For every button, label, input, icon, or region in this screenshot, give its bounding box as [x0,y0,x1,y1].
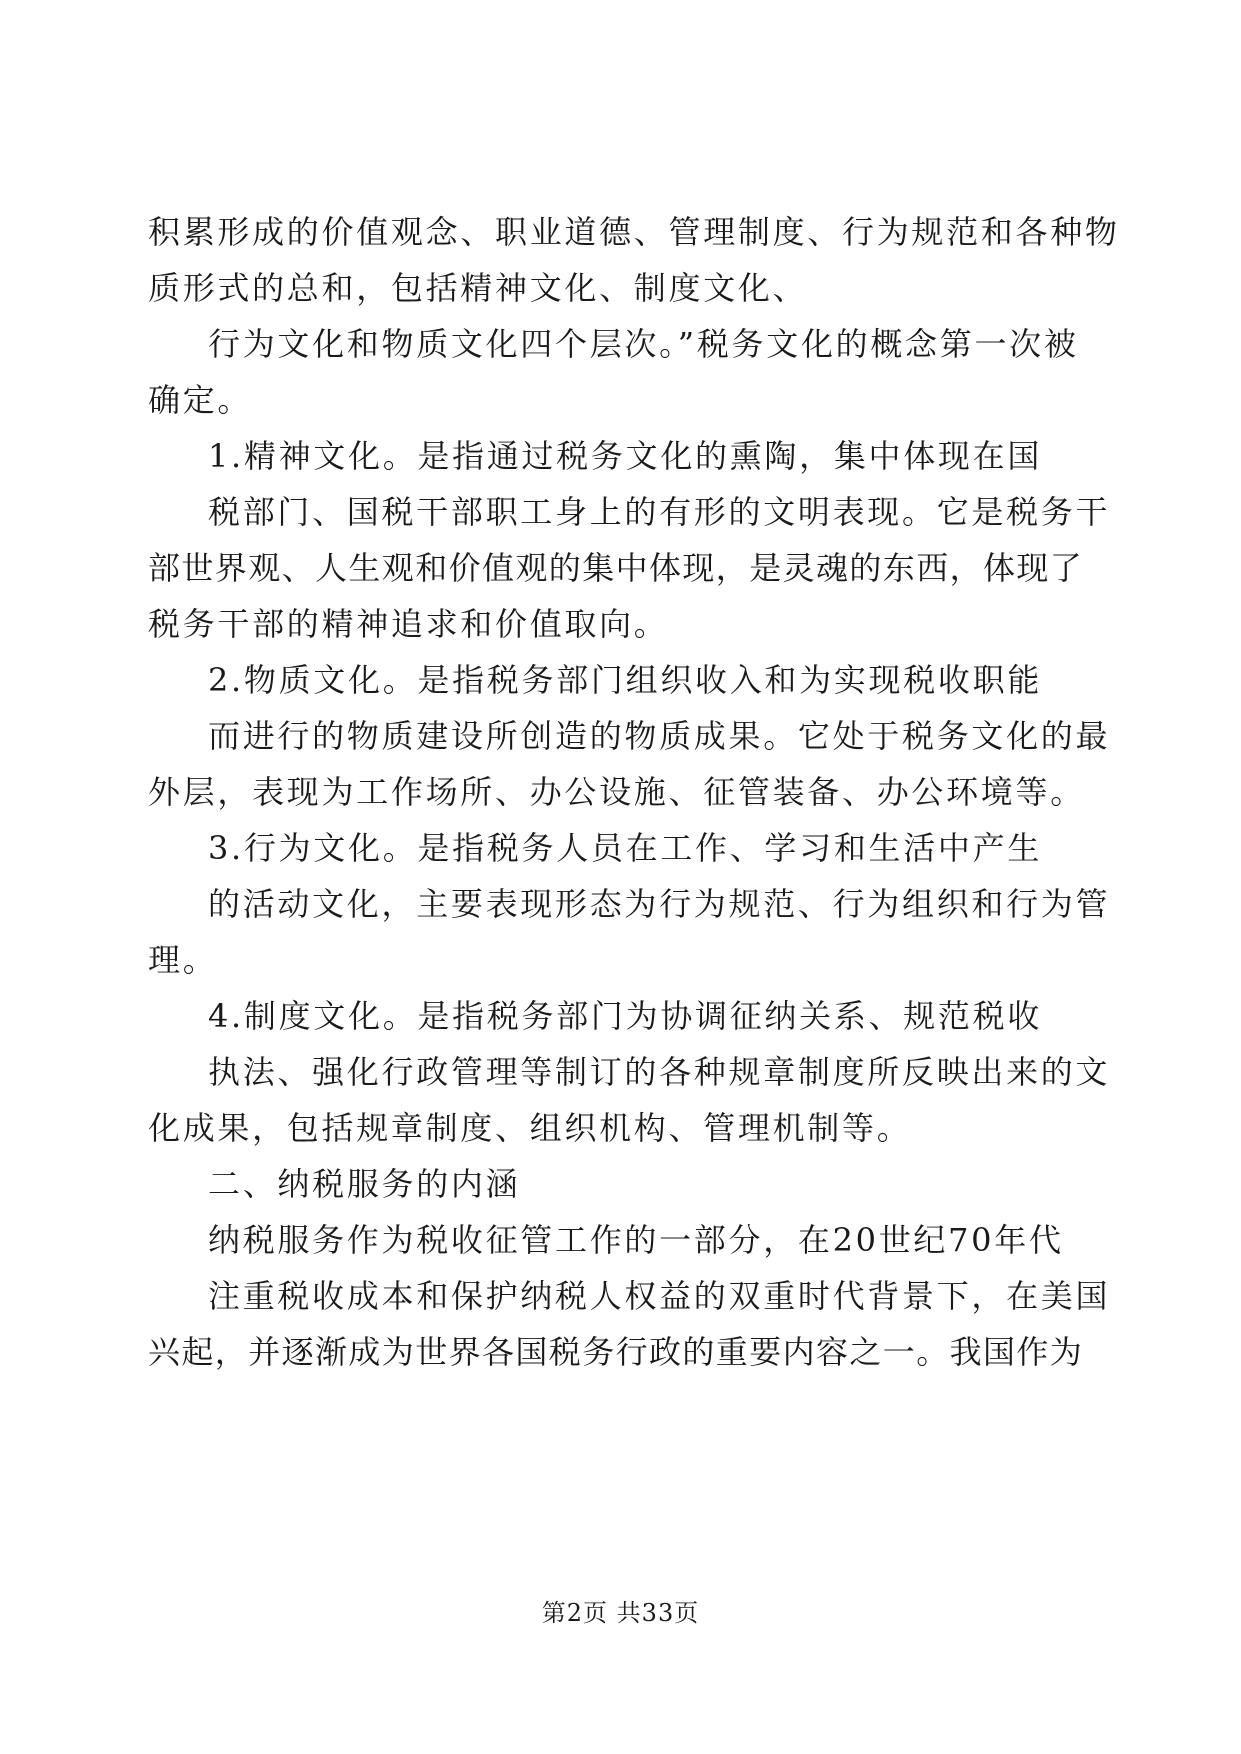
section-heading: 二、纳税服务的内涵 [208,1165,521,1203]
text-line-2: 质形式的总和，包括精神文化、制度文化、 [148,269,808,307]
text-line-5: 1.精神文化。是指通过税务文化的熏陶，集中体现在国 [208,437,1043,475]
text-line-10: 而进行的物质建设所创造的物质成果。它处于税务文化的最 [208,717,1111,755]
text-line-17: 化成果，包括规章制度、组织机构、管理机制等。 [148,1109,912,1147]
text-line-21: 兴起，并逐渐成为世界各国税务行政的重要内容之一。我国作为 [148,1333,1084,1371]
text-line-11: 外层，表现为工作场所、办公设施、征管装备、办公环境等。 [148,773,1085,811]
text-line-16: 执法、强化行政管理等制订的各种规章制度所反映出来的文 [208,1053,1111,1091]
text-line-19: 纳税服务作为税收征管工作的一部分，在20世纪70年代 [208,1221,1064,1259]
text-line-15: 4.制度文化。是指税务部门为协调征纳关系、规范税收 [208,997,1043,1035]
text-line-8: 税务干部的精神追求和价值取向。 [148,605,669,643]
text-line-9: 2.物质文化。是指税务部门组织收入和为实现税收职能 [208,661,1043,699]
text-line-6: 税部门、国税干部职工身上的有形的文明表现。它是税务干 [208,493,1111,531]
text-line-20: 注重税收成本和保护纳税人权益的双重时代背景下，在美国 [208,1277,1111,1315]
text-line-1: 积累形成的价值观念、职业道德、管理制度、行为规范和各种物 [148,213,1120,251]
page-number-footer: 第2页 共33页 [541,1599,700,1627]
text-line-13: 的活动文化，主要表现形态为行为规范、行为组织和行为管 [208,885,1111,923]
text-line-3: 行为文化和物质文化四个层次。”税务文化的概念第一次被 [208,325,1079,363]
text-line-4: 确定。 [148,381,253,419]
text-line-7: 部世界观、人生观和价值观的集中体现，是灵魂的东西，体现了 [148,549,1084,587]
text-line-14: 理。 [148,941,218,979]
text-line-12: 3.行为文化。是指税务人员在工作、学习和生活中产生 [208,829,1043,867]
